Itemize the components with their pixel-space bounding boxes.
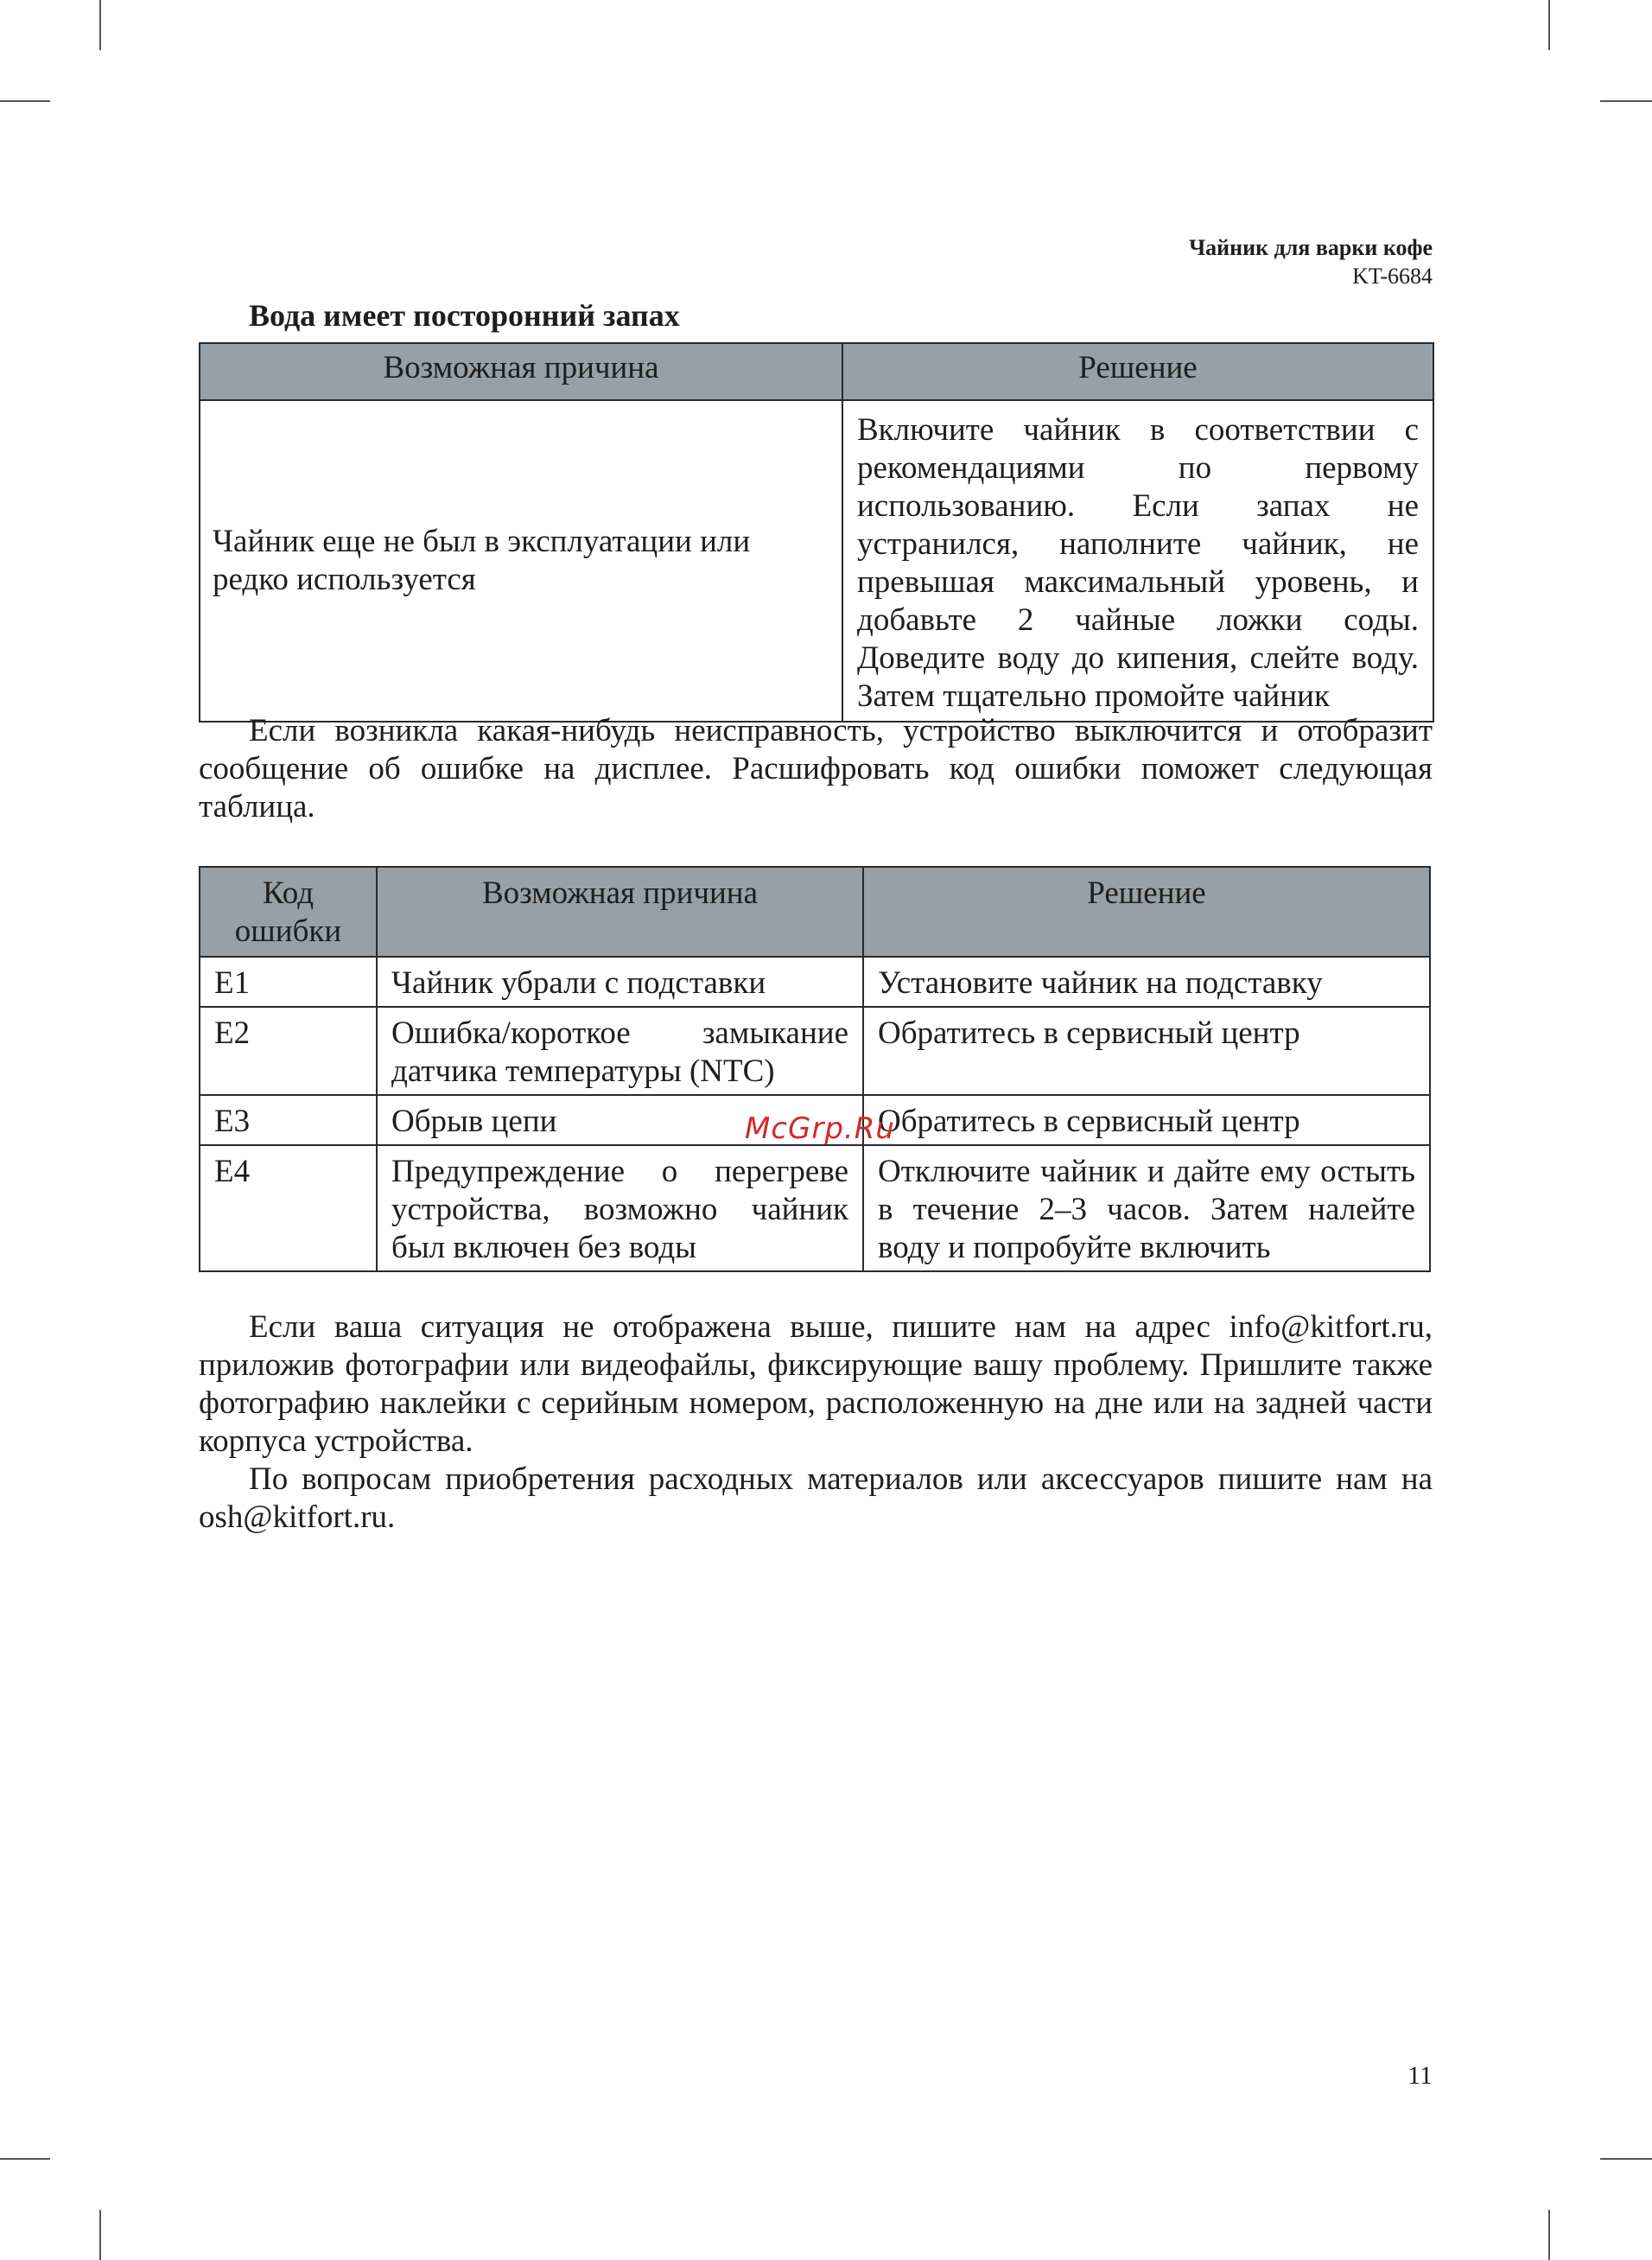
paragraph-text: Если возникла какая-нибудь неисправность, устройство выключится и отобразит сообщение об ошибке на дисплее. Расшифровать код ошибки поможет следующая таблица. bbox=[199, 713, 1433, 824]
crop-mark bbox=[1548, 0, 1550, 50]
header-cause: Возможная причина bbox=[377, 867, 863, 957]
table-row bbox=[200, 1007, 1430, 1095]
header-solution: Решение bbox=[842, 343, 1433, 400]
section-title: Вода имеет посторонний запах bbox=[249, 298, 680, 333]
cell-code: E2 bbox=[200, 1007, 377, 1095]
cell-solution: Обратитесь в сервисный центр bbox=[863, 1007, 1430, 1095]
crop-mark bbox=[1600, 100, 1652, 102]
cell-solution: Отключите чайник и дайте ему остыть в течение 2–3 часов. Затем налейте воду и попробуйте включить bbox=[863, 1145, 1430, 1271]
cell-cause: Чайник еще не был в эксплуатации или редко используется bbox=[200, 400, 842, 722]
table-row bbox=[200, 957, 1430, 1007]
cell-code: E1 bbox=[200, 957, 377, 1007]
cell-solution: Включите чайник в соответствии с рекомендациями по первому использованию. Если запах не устранился, наполните чайник, не превышая максимальный уровень, и добавьте 2 чайные ложки соды. Доведите воду до кипения, слейте воду. Затем тщательно промойте чайник bbox=[842, 400, 1433, 722]
crop-mark bbox=[99, 0, 101, 50]
crop-mark bbox=[99, 2210, 101, 2260]
cell-solution: Обратитесь в сервисный центр bbox=[863, 1095, 1430, 1145]
cell-code: E4 bbox=[200, 1145, 377, 1271]
contact-paragraphs bbox=[199, 1308, 1433, 1537]
cell-cause: Ошибка/короткое замыкание датчика температуры (NTC) bbox=[377, 1007, 863, 1095]
product-model: KT-6684 bbox=[1352, 264, 1433, 289]
cell-code: E3 bbox=[200, 1095, 377, 1145]
cell-cause: Обрыв цепи bbox=[377, 1095, 863, 1145]
odor-troubleshooting-table bbox=[199, 342, 1434, 723]
crop-mark bbox=[1600, 2158, 1652, 2160]
error-codes-table bbox=[199, 866, 1431, 1272]
support-paragraph: Если ваша ситуация не отображена выше, пишите нам на адрес info@kitfort.ru, приложив фотографии или видеофайлы, фиксирующие вашу проблему. Пришлите также фотографию наклейки с серийным номером, расположенную на дне или на задней части корпуса устройства. bbox=[199, 1309, 1433, 1459]
table-header-row bbox=[200, 343, 1433, 400]
cell-solution: Установите чайник на подставку bbox=[863, 957, 1430, 1007]
error-intro-paragraph bbox=[199, 712, 1433, 826]
crop-mark bbox=[0, 100, 50, 102]
table-row bbox=[200, 1145, 1430, 1271]
header-solution: Решение bbox=[863, 867, 1430, 957]
watermark: McGrp.Ru bbox=[745, 1111, 895, 1146]
header-code: Код ошибки bbox=[200, 867, 377, 957]
table-header-row bbox=[200, 867, 1430, 957]
cell-cause: Предупреждение о перегреве устройства, возможно чайник был включен без воды bbox=[377, 1145, 863, 1271]
crop-mark bbox=[1548, 2210, 1550, 2260]
crop-mark bbox=[0, 2158, 50, 2160]
page-number: 11 bbox=[1407, 2061, 1433, 2090]
cell-cause: Чайник убрали с подставки bbox=[377, 957, 863, 1007]
running-header bbox=[1189, 233, 1433, 290]
header-cause: Возможная причина bbox=[200, 343, 842, 400]
product-title: Чайник для варки кофе bbox=[1189, 235, 1433, 260]
table-row bbox=[200, 400, 1433, 722]
accessories-paragraph: По вопросам приобретения расходных материалов или аксессуаров пишите нам на osh@kitfort.ru. bbox=[199, 1461, 1433, 1535]
